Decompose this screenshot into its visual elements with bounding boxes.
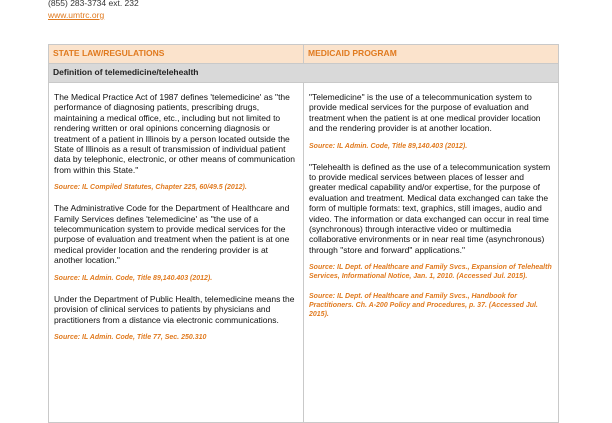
state-law-paragraph: Under the Department of Public Health, telemedicine means the provision of clinical services to patients by physicians and practitioners from a distance via electronic communications. [54, 293, 295, 325]
section-header-row [49, 64, 559, 83]
medicaid-program-cell [304, 83, 559, 423]
medicaid-source-citation: Source: IL Dept. of Healthcare and Family Svcs., Handbook for Practitioners. Ch. A-200 Policy and Procedures, p. 37. (Accessed Jul. 2015). [309, 293, 538, 319]
section-title: Definition of telemedicine/telehealth [49, 64, 559, 83]
state-law-source-citation: Source: IL Admin. Code, Title 89,140.403 (2012). [54, 274, 213, 282]
medicaid-paragraph: "Telehealth is defined as the use of a telecommunication system to provide medical services between places of lesser and greater medical capability and/or expertise, for the purpose of evaluation and treatment. Medical data exchanged can take the form of multiple formats: text, graphics, still images, audio and video. The information or data exchanged can occur in real time (synchronous) through interactive video or multimedia collaborative environments or in near real time (asynchronous) through "store and forward" applications." [309, 161, 551, 255]
medicaid-paragraph: "Telemedicine" is the use of a telecommunication system to provide medical services for the purpose of evaluation and treatment when the patient is at one medical provider location and the rendering provider is at another location. [309, 92, 541, 134]
state-law-paragraph: The Medical Practice Act of 1987 defines 'telemedicine' as "the performance of diagnosing patients, prescribing drugs, maintaining a medical office, etc., including but not limited to rendering written or oral opinions concerning diagnosis or treatment of a patient in Illinois by a person located outside the State of Illinois as a result of transmission of individual patient data by telephonic, electronic, or other means of communication from within this State." [54, 92, 295, 175]
table-header-row [49, 45, 559, 64]
header-medicaid-program: MEDICAID PROGRAM [304, 45, 559, 64]
policy-table [48, 44, 559, 423]
header-state-law: STATE LAW/REGULATIONS [49, 45, 304, 64]
medicaid-source-citation: Source: IL Dept. of Healthcare and Family Svcs., Expansion of Telehealth Services, Informational Notice, Jan. 1, 2010. (Accessed Jul. 2015). [309, 264, 552, 281]
state-law-source-citation: Source: IL Admin. Code, Title 77, Sec. 250.310 [54, 333, 207, 341]
table-row [49, 83, 559, 423]
contact-block [48, 0, 139, 21]
contact-phone: (855) 283-3734 ext. 232 [48, 0, 139, 8]
state-law-cell [49, 83, 304, 423]
state-law-paragraph: The Administrative Code for the Department of Healthcare and Family Services defines 'telemedicine' as "the use of a telecommunication system to provide medical services for the purpose of evaluation and treatment when the patient is at one medical provider location and the rendering provider is at another location." [54, 203, 290, 266]
state-law-source-citation: Source: IL Compiled Statutes, Chapter 225, 60/49.5 (2012). [54, 184, 247, 192]
medicaid-source-citation: Source: IL Admin. Code, Title 89,140.403 (2012). [309, 142, 468, 150]
contact-website-link[interactable]: www.umtrc.org [48, 10, 105, 20]
